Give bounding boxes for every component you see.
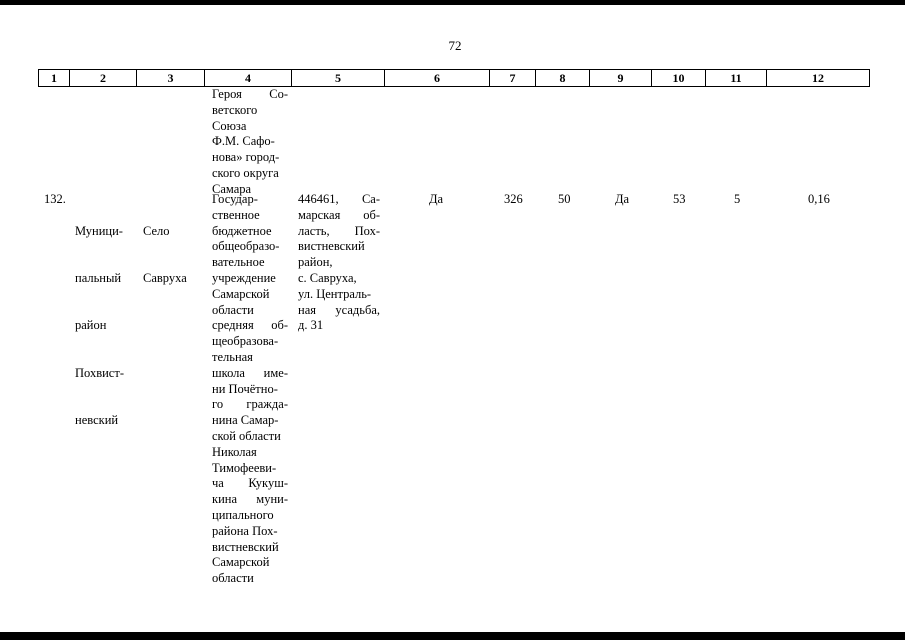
text-line: ласть, Пох- <box>298 223 380 238</box>
municipality-cell <box>75 192 124 445</box>
header-col-12: 12 <box>767 70 870 86</box>
address-cell <box>298 192 380 334</box>
text-line: вистневский <box>212 539 279 554</box>
col-8-value: 50 <box>558 192 571 206</box>
text-line: области <box>212 302 254 317</box>
text-line: с. Савруха, <box>298 270 357 285</box>
text-line: Союза <box>212 118 247 133</box>
text-line: Муници- <box>75 223 123 238</box>
table-header-row <box>38 69 870 87</box>
bottom-scan-border <box>0 632 905 640</box>
header-col-10: 10 <box>652 70 706 86</box>
settlement-cell <box>143 192 187 303</box>
text-line: нина Самар- <box>212 413 279 428</box>
header-col-4: 4 <box>205 70 292 86</box>
text-line: щеобразова- <box>212 334 279 349</box>
text-line: области <box>212 571 254 586</box>
text-line: ского округа <box>212 165 279 180</box>
col-9-value: Да <box>615 192 630 206</box>
text-line: ципального <box>212 507 274 522</box>
col-12-value: 0,16 <box>808 192 830 206</box>
page-number: 72 <box>448 38 462 53</box>
text-line: пальный <box>75 270 122 285</box>
header-col-7: 7 <box>490 70 536 86</box>
text-line: Самарской <box>212 286 270 301</box>
text-line: ул. Централь- <box>298 286 372 301</box>
text-line: бюджетное <box>212 223 272 238</box>
text-line: Тимофееви- <box>212 460 277 475</box>
header-col-6: 6 <box>385 70 490 86</box>
text-line: невский <box>75 413 119 428</box>
header-col-8: 8 <box>536 70 590 86</box>
text-line: вательное <box>212 255 265 270</box>
text-line: район <box>75 318 107 333</box>
text-line: Савруха <box>143 270 187 285</box>
text-line: ской области <box>212 428 281 443</box>
text-line: Ф.М. Сафо- <box>212 134 275 149</box>
text-line: школа име- <box>212 365 288 380</box>
text-line: ная усадьба, <box>298 302 380 317</box>
header-col-11: 11 <box>706 70 767 86</box>
col-11-value: 5 <box>734 192 741 206</box>
text-line: Похвист- <box>75 365 124 380</box>
text-line: 446461, Са- <box>298 192 380 206</box>
text-line: ветского <box>212 102 258 117</box>
col-6-value: Да <box>429 192 444 206</box>
col-7-value: 326 <box>504 192 523 206</box>
header-col-1: 1 <box>39 70 70 86</box>
text-line: район, <box>298 255 333 270</box>
institution-cell <box>212 192 288 587</box>
text-line: тельная <box>212 349 253 364</box>
text-line: д. 31 <box>298 318 324 333</box>
text-line: средняя об- <box>212 318 288 333</box>
text-line: Героя Со- <box>212 87 288 101</box>
text-line: Самара <box>212 181 252 196</box>
continued-institution-text <box>212 87 288 198</box>
text-line: нова» город- <box>212 150 280 165</box>
text-line: кина муни- <box>212 492 288 507</box>
header-col-2: 2 <box>70 70 137 86</box>
text-line: ни Почётно- <box>212 381 278 396</box>
text-line: учреждение <box>212 270 276 285</box>
text-line: Село <box>143 223 170 238</box>
top-scan-border <box>0 0 905 5</box>
text-line: Государ- <box>212 192 258 206</box>
text-line: вистневский <box>298 239 365 254</box>
text-line: ча Кукуш- <box>212 476 288 491</box>
text-line: марская об- <box>298 207 380 222</box>
text-line: общеобразо- <box>212 239 280 254</box>
header-col-5: 5 <box>292 70 385 86</box>
header-col-9: 9 <box>590 70 652 86</box>
text-line: го гражда- <box>212 397 288 412</box>
header-col-3: 3 <box>137 70 205 86</box>
text-line: Николая <box>212 444 257 459</box>
row-number: 132. <box>44 192 66 206</box>
col-10-value: 53 <box>673 192 686 206</box>
text-line: района Пох- <box>212 523 278 538</box>
text-line: Самарской <box>212 555 270 570</box>
text-line: ственное <box>212 207 260 222</box>
